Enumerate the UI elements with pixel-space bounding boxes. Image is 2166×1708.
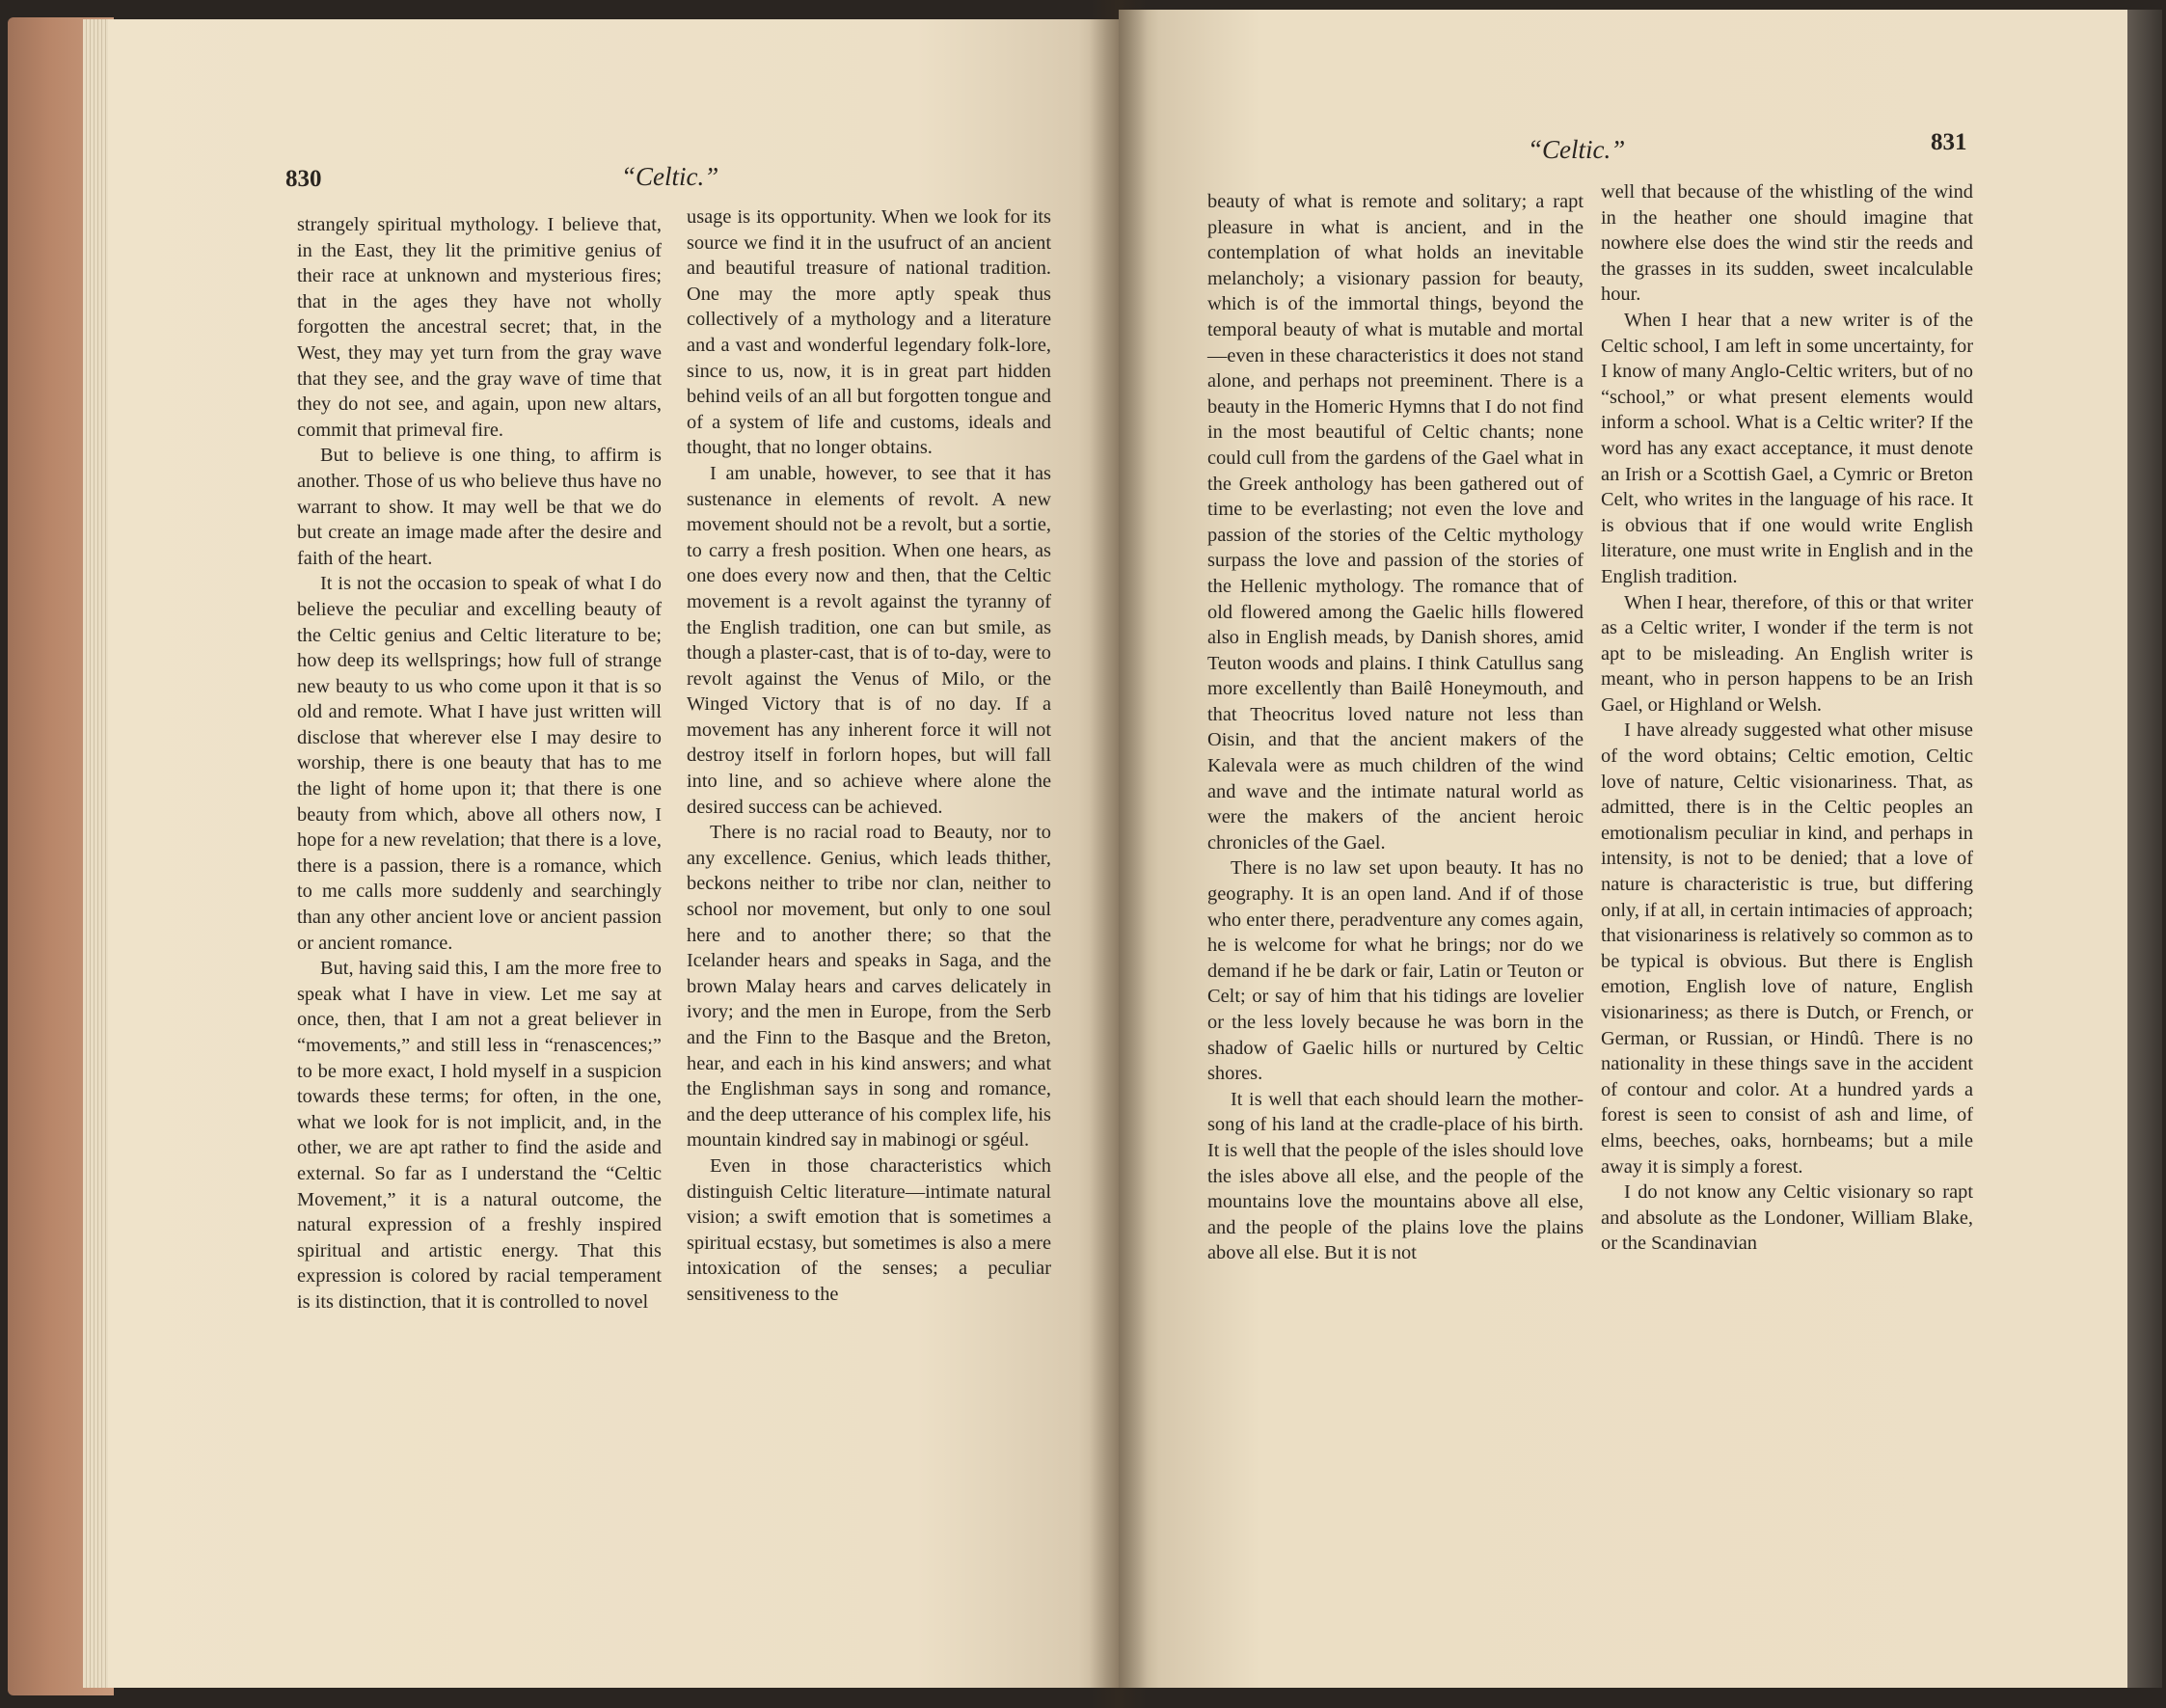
paragraph: It is not the occasion to speak of what I do believe the peculiar and excelling beauty of the Celtic genius and Celtic literature to be; how deep its wellsprings; how full of strange new beauty to us who come upon it that is so old and remote. What I have just written will disclose that wherever else I may desire to worship, there is one beauty that has to me the light of home upon it; that there is one beauty from which, above all others now, I hope for a new revelation; that there is a love, there is a passion, there is a romance, which to me calls more suddenly and searchingly than any other ancient love or ancient passion or ancient romance. (297, 573, 662, 954)
paragraph: There is no law set upon beauty. It has no geography. It is an open land. And if of those who enter there, peradventure any comes again, he is welcome for what he brings; nor do we demand if he be dark or fair, Latin or Teuton or Celt; or say of him that his tidings are lovelier or the less lovely because he was born in the shadow of Gaelic hills or nurtured by Celtic shores. (1207, 857, 1584, 1085)
paragraph: strangely spiritual mythology. I believe that, in the East, they lit the primitive genius of their race at unknown and mysterious fires; that in the ages they have not wholly forgotten the ancestral secret; that, in the West, they may yet turn from the gray wave that they see, and the gray wave of time that they do not see, and again, upon new altars, commit that primeval fire. (297, 214, 662, 441)
left-running-head: “Celtic.” (621, 162, 719, 191)
left-page-column-2 (687, 204, 1051, 1308)
right-page (1119, 10, 2127, 1688)
paragraph: There is no racial road to Beauty, nor to any excellence. Genius, which leads thither, beckons neither to tribe nor clan, neither to school nor movement, but only to one soul here and to another there; so that the Icelander hears and speaks in Saga, and the brown Malay hears and carves delicately in ivory; and the men in Europe, from the Serb and the Finn to the Basque and the Breton, hear, and each in his kind answers; and what the Englishman says in song and romance, and the deep utterance of his complex life, his mountain kindred say in mabinogi or sgéul. (687, 822, 1051, 1152)
paragraph: When I hear, therefore, of this or that writer as a Celtic writer, I wonder if the term is not apt to be misleading. An English writer is meant, who in person happens to be an Irish Gael, or Highland or Welsh. (1601, 591, 1973, 716)
paragraph: I am unable, however, to see that it has sustenance in elements of revolt. A new movement should not be a revolt, but a sortie, to carry a fresh position. When one hears, as one does every now and then, that the Celtic movement is a revolt against the tyranny of the English tradition, one can but smile, as though a plaster-cast, that is of to-day, were to revolt against the Venus of Milo, or the Winged Victory that is of no day. If a movement has any inherent force it will not destroy itself in forlorn hopes, but will fall into line, and so achieve where alone the desired success can be achieved. (687, 462, 1051, 818)
paragraph: I have already suggested what other misuse of the word obtains; Celtic emotion, Celtic love of nature, Celtic visionariness. That, as admitted, there is in the Celtic peoples an emotionalism peculiar in kind, and perhaps in intensity, is not to be denied; that a love of nature is characteristic is true, but differing only, if at all, in certain intimacies of approach; that visionariness is relatively so common as to be typical is obvious. But there is English emotion, English love of nature, English visionariness; as there is Dutch, or French, or German, or Russian, or Hindû. There is no nationality in these things save in the accident of contour and color. At a hundred yards a forest is seen to consist of ash and lime, of elms, beeches, oaks, hornbeams; but a mile away it is simply a forest. (1601, 719, 1973, 1178)
paragraph: usage is its opportunity. When we look for its source we find it in the usufruct of an ancient and beautiful treasure of national tradition. One may the more aptly speak thus collectively of a mythology and a literature and a vast and wonderful legendary folk-lore, since to us, now, it is in great part hidden behind veils of an all but forgotten tongue and of a system of life and customs, ideals and thought, that no longer obtains. (687, 206, 1051, 459)
left-page (108, 19, 1119, 1688)
paragraph: beauty of what is remote and solitary; a rapt pleasure in what is ancient, and in the contemplation of what holds an inevitable melancholy; a visionary passion for beauty, which is of the immortal things, beyond the temporal beauty of what is mutable and mortal —even in these characteristics it does not stand alone, and perhaps not preeminent. There is a beauty in the Homeric Hymns that I do not find in the most beautiful of Celtic chants; none could cull from the gardens of the Gael what in the Greek anthology has been gathered out of time to be everlasting; not even the love and passion of the stories of the Celtic mythology surpass the love and passion of the stories of the Hellenic mythology. The romance that of old flowered among the Gaelic hills flowered also in English meads, by Danish shores, amid Teuton woods and plains. I think Catullus sang more excellently than Bailê Honeymouth, and that Theocritus loved nature not less than Oisin, and that the ancient makers of the Kalevala were as much children of the wind and wave and the intimate natural world as were the makers of the ancient heroic chronicles of the Gael. (1207, 191, 1584, 854)
paragraph: But, having said this, I am the more free to speak what I have in view. Let me say at once, then, that I am not a great believer in “movements,” and still less in “renascences;” to be more exact, I hold myself in a suspicion towards these terms; for often, in the one, what we look for is not implicit, and, in the other, we are apt rather to find the aside and external. So far as I understand the “Celtic Movement,” it is a natural outcome, the natural expression of a freshly inspired spiritual and artistic energy. That this expression is colored by racial temperament is its distinction, that it is controlled to novel (297, 958, 662, 1313)
right-running-head: “Celtic.” (1528, 135, 1626, 164)
paragraph: well that because of the whistling of the wind in the heather one should imagine that nowhere else does the wind stir the reeds and the grasses in its sudden, sweet incalculable hour. (1601, 181, 1973, 306)
paragraph: Even in those characteristics which distinguish Celtic literature—intimate natural vision; a swift emotion that is sometimes a spiritual ecstasy, but sometimes is also a mere intoxication of the senses; a peculiar sensitiveness to the (687, 1154, 1051, 1305)
right-page-column-1 (1207, 189, 1584, 1266)
left-page-column-1 (297, 212, 662, 1315)
right-page-number: 831 (1931, 129, 1967, 155)
paragraph: But to believe is one thing, to affirm is another. Those of us who believe thus have no warrant to show. It may well be that we do but create an image made after the desire and faith of the heart. (297, 445, 662, 569)
left-page-number: 830 (285, 166, 322, 192)
paragraph: It is well that each should learn the mother-song of his land at the cradle-place of his birth. It is well that the people of the isles should love the isles above all else, and the people of the mountains love the mountains above all else, and the people of the plains love the plains above all else. But it is not (1207, 1088, 1584, 1264)
paragraph: I do not know any Celtic visionary so rapt and absolute as the Londoner, William Blake, or the Scandinavian (1601, 1181, 1973, 1255)
right-page-column-2 (1601, 179, 1973, 1257)
paragraph: When I hear that a new writer is of the Celtic school, I am left in some uncertainty, for I know of many Anglo-Celtic writers, but of no “school,” or what present elements would inform a school. What is a Celtic writer? If the word has any exact acceptance, it must denote an Irish or a Scottish Gael, a Cymric or Breton Celt, who writes in the language of his race. It is obvious that if one would write English literature, one must write in English and in the English tradition. (1601, 309, 1973, 587)
